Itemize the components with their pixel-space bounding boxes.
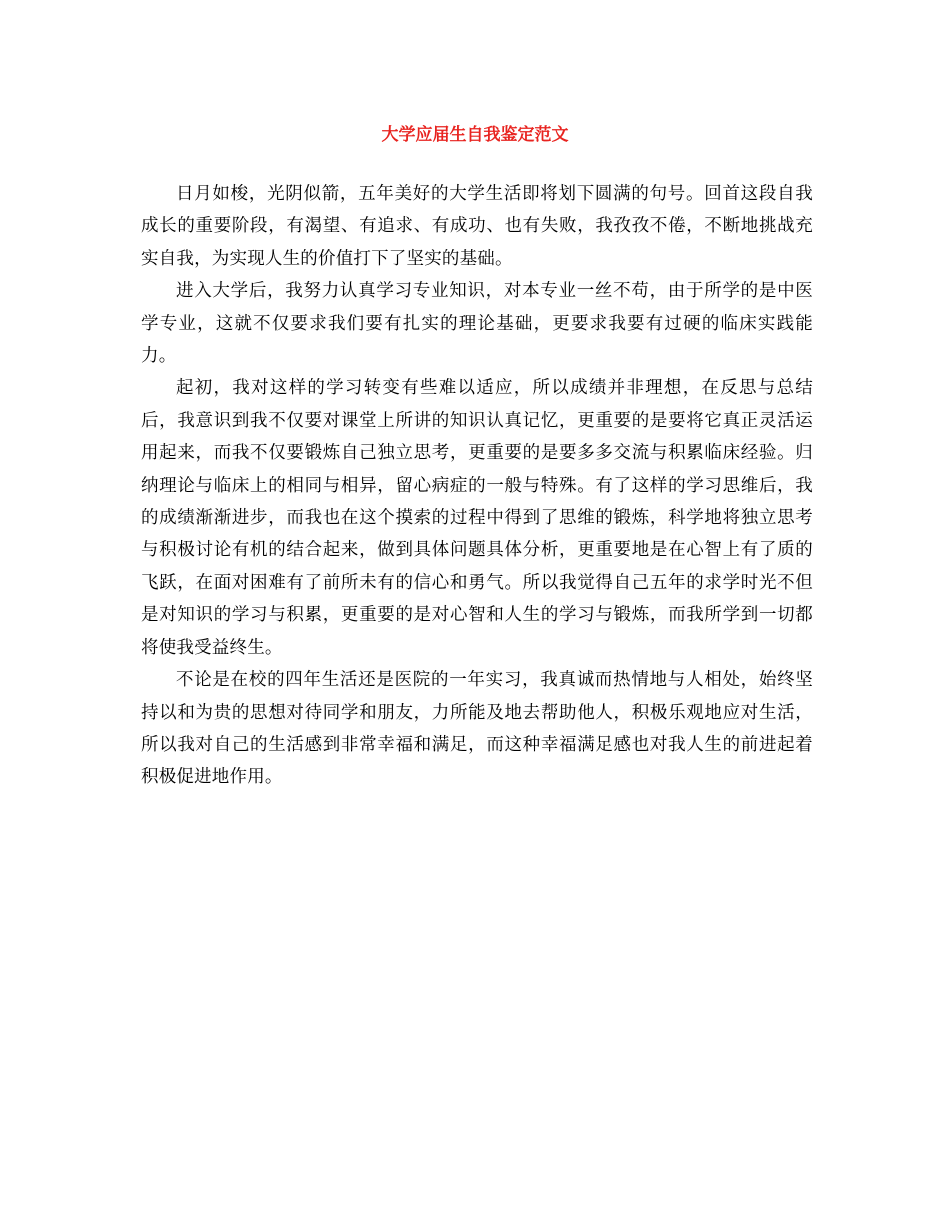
paragraph-4: 不论是在校的四年生活还是医院的一年实习，我真诚而热情地与人相处，始终坚持以和为贵的思想对待同学和朋友，力所能及地去帮助他人，积极乐观地应对生活，所以我对自己的生活感到非常幸福和满足，而这种幸福满足感也对我人生的前进起着积极促进地作用。 xyxy=(141,670,813,788)
paragraph-3: 起初，我对这样的学习转变有些难以适应，所以成绩并非理想，在反思与总结后，我意识到我不仅要对课堂上所讲的知识认真记忆，更重要的是要将它真正灵活运用起来，而我不仅要锻炼自己独立思考，更重要的是要多多交流与积累临床经验。归纳理论与临床上的相同与相异，留心病症的一般与特殊。有了这样的学习思维后，我的成绩渐渐进步，而我也在这个摸索的过程中得到了思维的锻炼，科学地将独立思考与积极讨论有机的结合起来，做到具体问题具体分析，更重要地是在心智上有了质的飞跃，在面对困难有了前所未有的信心和勇气。所以我觉得自己五年的求学时光不但是对知识的学习与积累，更重要的是对心智和人生的学习与锻炼，而我所学到一切都将使我受益终生。 xyxy=(141,378,813,658)
paragraph-1: 日月如梭，光阴似箭，五年美好的大学生活即将划下圆满的句号。回首这段自我成长的重要阶段，有渴望、有追求、有成功、也有失败，我孜孜不倦，不断地挑战充实自我，为实现人生的价值打下了坚实的基础。 xyxy=(141,184,813,269)
document-title: 大学应届生自我鉴定范文 xyxy=(381,125,569,145)
document-body xyxy=(141,178,813,794)
paragraph-2: 进入大学后，我努力认真学习专业知识，对本专业一丝不苟，由于所学的是中医学专业，这就不仅要求我们要有扎实的理论基础，更要求我要有过硬的临床实践能力。 xyxy=(141,281,813,367)
